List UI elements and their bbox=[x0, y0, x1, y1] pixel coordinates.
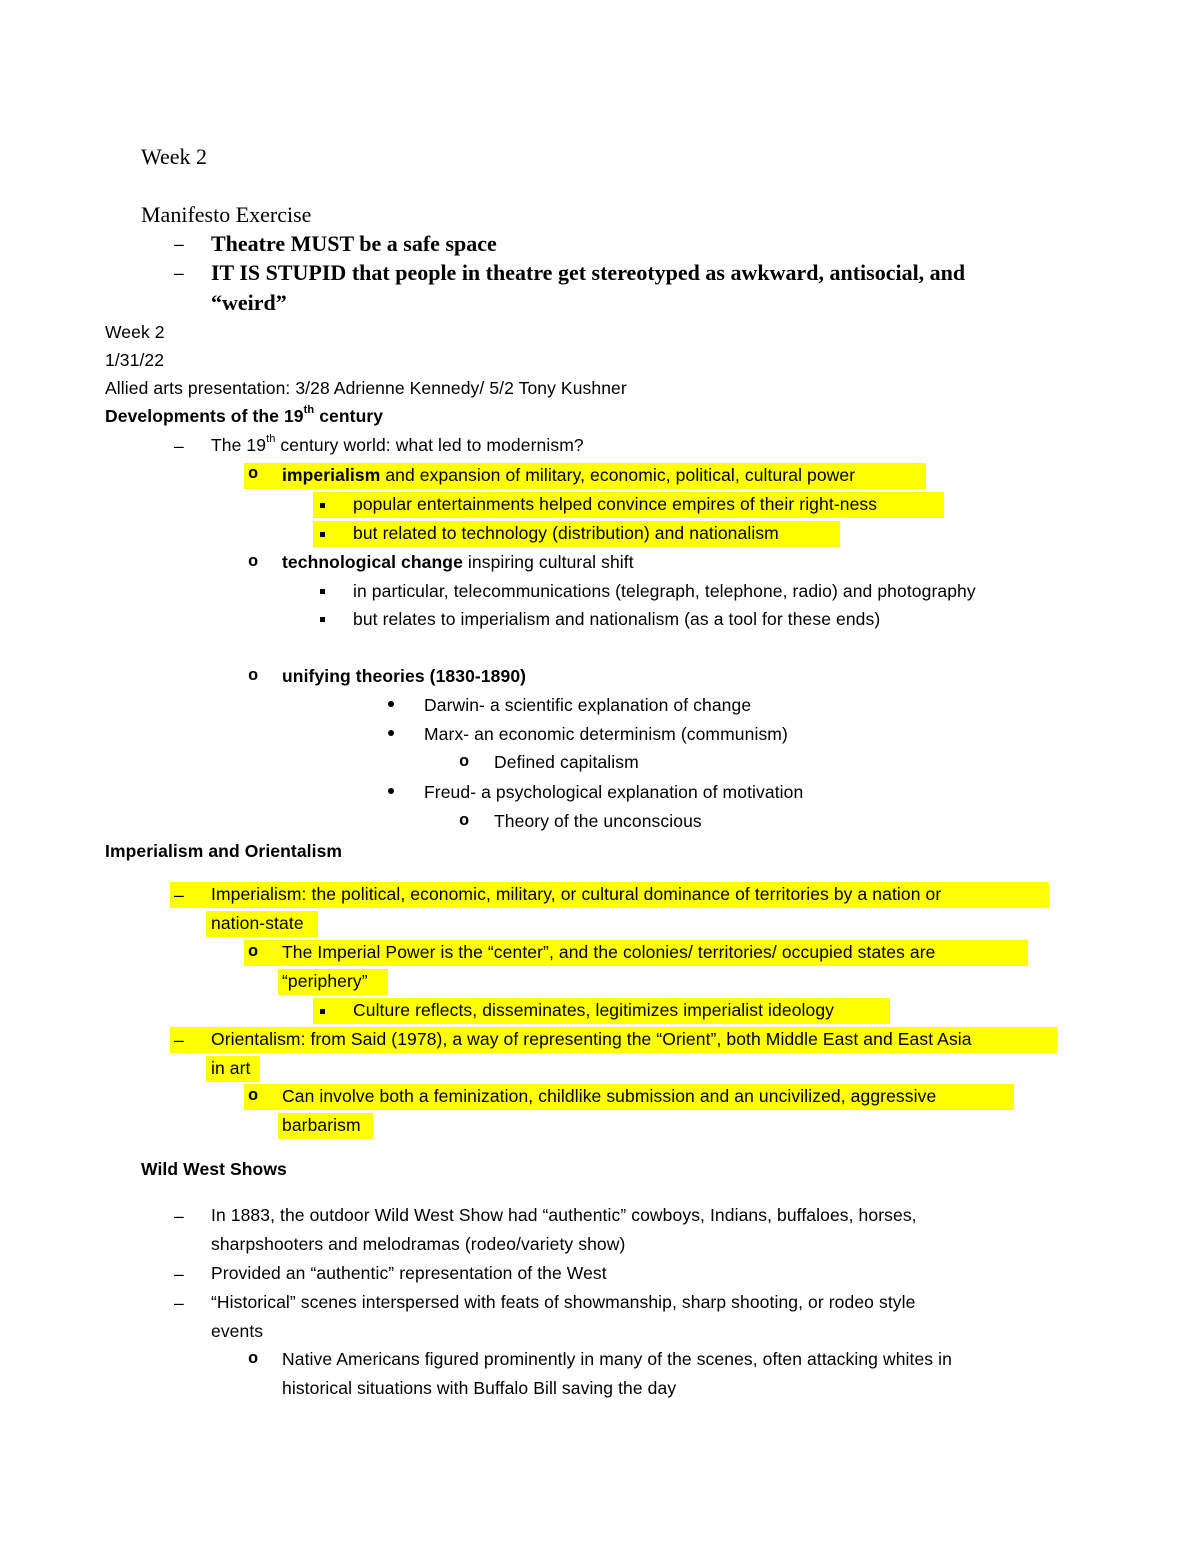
imperialism-orientalism-heading: Imperialism and Orientalism bbox=[105, 841, 343, 861]
center-periphery: The Imperial Power is the “center”, and the colonies/ territories/ occupied states are bbox=[282, 942, 936, 962]
round-bullet bbox=[388, 701, 394, 707]
round-bullet bbox=[388, 788, 394, 794]
native-americans-cont: historical situations with Buffalo Bill saving the day bbox=[282, 1378, 677, 1398]
square-bullet bbox=[320, 503, 325, 508]
historical-scenes-cont: events bbox=[211, 1321, 264, 1341]
dash-marker: – bbox=[174, 1264, 184, 1284]
o-bullet: o bbox=[248, 1350, 259, 1369]
manifesto-item-1: Theatre MUST be a safe space bbox=[211, 231, 497, 256]
o-bullet: o bbox=[248, 465, 259, 484]
round-bullet bbox=[388, 730, 394, 736]
tech-sub-1: in particular, telecommunications (telegraph, telephone, radio) and photography bbox=[353, 581, 976, 601]
dash-marker: – bbox=[174, 1206, 184, 1226]
feminization-line: Can involve both a feminization, childlike submission and an uncivilized, aggressive bbox=[282, 1086, 937, 1106]
manifesto-item-2-cont: “weird” bbox=[211, 290, 287, 315]
imperialism-definition-cont: nation-state bbox=[211, 913, 304, 933]
square-bullet bbox=[320, 1009, 325, 1014]
dash-marker: – bbox=[174, 885, 184, 905]
freud-item: Freud- a psychological explanation of motivation bbox=[424, 782, 804, 802]
developments-heading: Developments of the 19th century bbox=[105, 404, 384, 426]
o-bullet: o bbox=[248, 1087, 259, 1106]
modernism-question: The 19th century world: what led to modernism? bbox=[211, 433, 584, 455]
center-periphery-cont: “periphery” bbox=[282, 971, 368, 991]
imperialism-definition: Imperialism: the political, economic, military, or cultural dominance of territories by a nation or bbox=[211, 884, 942, 904]
square-bullet bbox=[320, 589, 325, 594]
orientalism-definition: Orientalism: from Said (1978), a way of representing the “Orient”, both Middle East and East Asia bbox=[211, 1029, 972, 1049]
darwin-item: Darwin- a scientific explanation of change bbox=[424, 695, 752, 715]
dash-marker: – bbox=[174, 436, 184, 456]
native-americans: Native Americans figured prominently in many of the scenes, often attacking whites in bbox=[282, 1349, 952, 1369]
freud-sub: Theory of the unconscious bbox=[494, 811, 702, 831]
orientalism-definition-cont: in art bbox=[211, 1058, 251, 1078]
notes-date: 1/31/22 bbox=[105, 350, 165, 370]
dash-marker: – bbox=[174, 263, 184, 283]
imperialism-sub-2: but related to technology (distribution) and nationalism bbox=[353, 523, 779, 543]
unifying-theories: unifying theories (1830-1890) bbox=[282, 666, 527, 686]
authentic-representation: Provided an “authentic” representation of the West bbox=[211, 1263, 607, 1283]
square-bullet bbox=[320, 532, 325, 537]
wild-west-heading: Wild West Shows bbox=[141, 1159, 287, 1179]
wild-west-1883-cont: sharpshooters and melodramas (rodeo/variety show) bbox=[211, 1234, 626, 1254]
allied-arts-line: Allied arts presentation: 3/28 Adrienne Kennedy/ 5/2 Tony Kushner bbox=[105, 378, 627, 398]
dash-marker: – bbox=[174, 234, 184, 254]
marx-sub: Defined capitalism bbox=[494, 752, 639, 772]
historical-scenes: “Historical” scenes interspersed with feats of showmanship, sharp shooting, or rodeo style bbox=[211, 1292, 916, 1312]
o-bullet: o bbox=[459, 753, 470, 772]
dash-marker: – bbox=[174, 1030, 184, 1050]
tech-sub-2: but relates to imperialism and nationalism (as a tool for these ends) bbox=[353, 609, 881, 629]
imperialism-bullet: imperialism and expansion of military, economic, political, cultural power bbox=[282, 465, 856, 485]
manifesto-item-2: IT IS STUPID that people in theatre get stereotyped as awkward, antisocial, and bbox=[211, 260, 966, 285]
notes-week: Week 2 bbox=[105, 322, 165, 342]
o-bullet: o bbox=[248, 943, 259, 962]
manifesto-week: Week 2 bbox=[141, 144, 208, 169]
culture-reflects: Culture reflects, disseminates, legitimizes imperialist ideology bbox=[353, 1000, 835, 1020]
dash-marker: – bbox=[174, 1293, 184, 1313]
manifesto-title: Manifesto Exercise bbox=[141, 202, 312, 227]
imperialism-sub-1: popular entertainments helped convince empires of their right-ness bbox=[353, 494, 878, 514]
wild-west-1883: In 1883, the outdoor Wild West Show had “authentic” cowboys, Indians, buffaloes, horses, bbox=[211, 1205, 917, 1225]
marx-item: Marx- an economic determinism (communism) bbox=[424, 724, 788, 744]
square-bullet bbox=[320, 617, 325, 622]
o-bullet: o bbox=[459, 812, 470, 831]
o-bullet: o bbox=[248, 553, 259, 572]
o-bullet: o bbox=[248, 667, 259, 686]
tech-bullet: technological change inspiring cultural shift bbox=[282, 552, 634, 572]
feminization-line-cont: barbarism bbox=[282, 1115, 361, 1135]
